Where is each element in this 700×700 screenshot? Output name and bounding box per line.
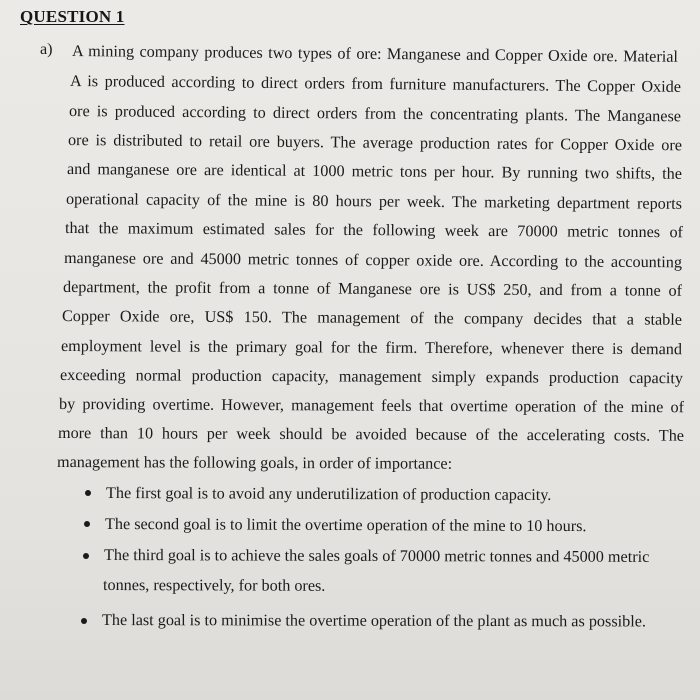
paragraph-line: ore is produced according to direct orders from the concentrating plants. The Manganese	[68, 102, 682, 126]
paragraph-line: operational capacity of the mine is 80 hours per week. The marketing department reports	[65, 190, 683, 213]
bullet-icon	[85, 490, 91, 496]
paragraph-line: department, the profit from a tonne of Manganese ore is US$ 250, and from a tonne of	[62, 278, 683, 300]
paragraph-line: A mining company produces two types of ore: Manganese and Copper Oxide ore. Material	[71, 42, 679, 66]
paragraph-line: A is produced according to direct orders from furniture manufacturers. The Copper Oxide	[69, 72, 682, 96]
paragraph-line: by providing overtime. However, management feels that overtime operation of the mine of	[58, 395, 685, 417]
paragraph-line: Copper Oxide ore, US$ 150. The management of the company decides that a stable	[61, 307, 683, 329]
paragraph-line: that the maximum estimated sales for the following week are 70000 metric tonnes of	[64, 219, 684, 242]
paragraph-line: ore is distributed to retail ore buyers. The average production rates for Copper Oxide ore	[67, 131, 683, 155]
paragraph-line: and manganese ore are identical at 1000 metric tons per hour. By running two shifts, the	[66, 160, 683, 183]
bullet-item-continuation: tonnes, respectively, for both ores.	[102, 576, 326, 595]
question-heading: QUESTION 1	[20, 7, 125, 26]
item-label: a)	[40, 40, 53, 58]
paragraph-line: more than 10 hours per week should be avoided because of the accelerating costs. The	[57, 424, 685, 445]
bullet-item: The second goal is to limit the overtime operation of the mine to 10 hours.	[104, 515, 587, 536]
bullet-icon	[84, 521, 90, 527]
bullet-icon	[81, 618, 87, 624]
paragraph-line: employment level is the primary goal for the firm. Therefore, whenever there is demand	[60, 337, 683, 359]
paragraph-line: exceeding normal production capacity, management simply expands production capacity	[59, 366, 684, 388]
bullet-item: The last goal is to minimise the overtime operation of the plant as much as possible.	[101, 611, 646, 631]
paragraph-line: manganese ore and 45000 metric tonnes of copper oxide ore. According to the accounting	[63, 249, 683, 272]
bullet-item: The third goal is to achieve the sales goals of 70000 metric tonnes and 45000 metric	[103, 546, 650, 566]
paragraph-line: management has the following goals, in order of importance:	[56, 453, 453, 473]
bullet-icon	[83, 553, 89, 559]
bullet-item: The first goal is to avoid any underutilization of production capacity.	[105, 484, 552, 504]
